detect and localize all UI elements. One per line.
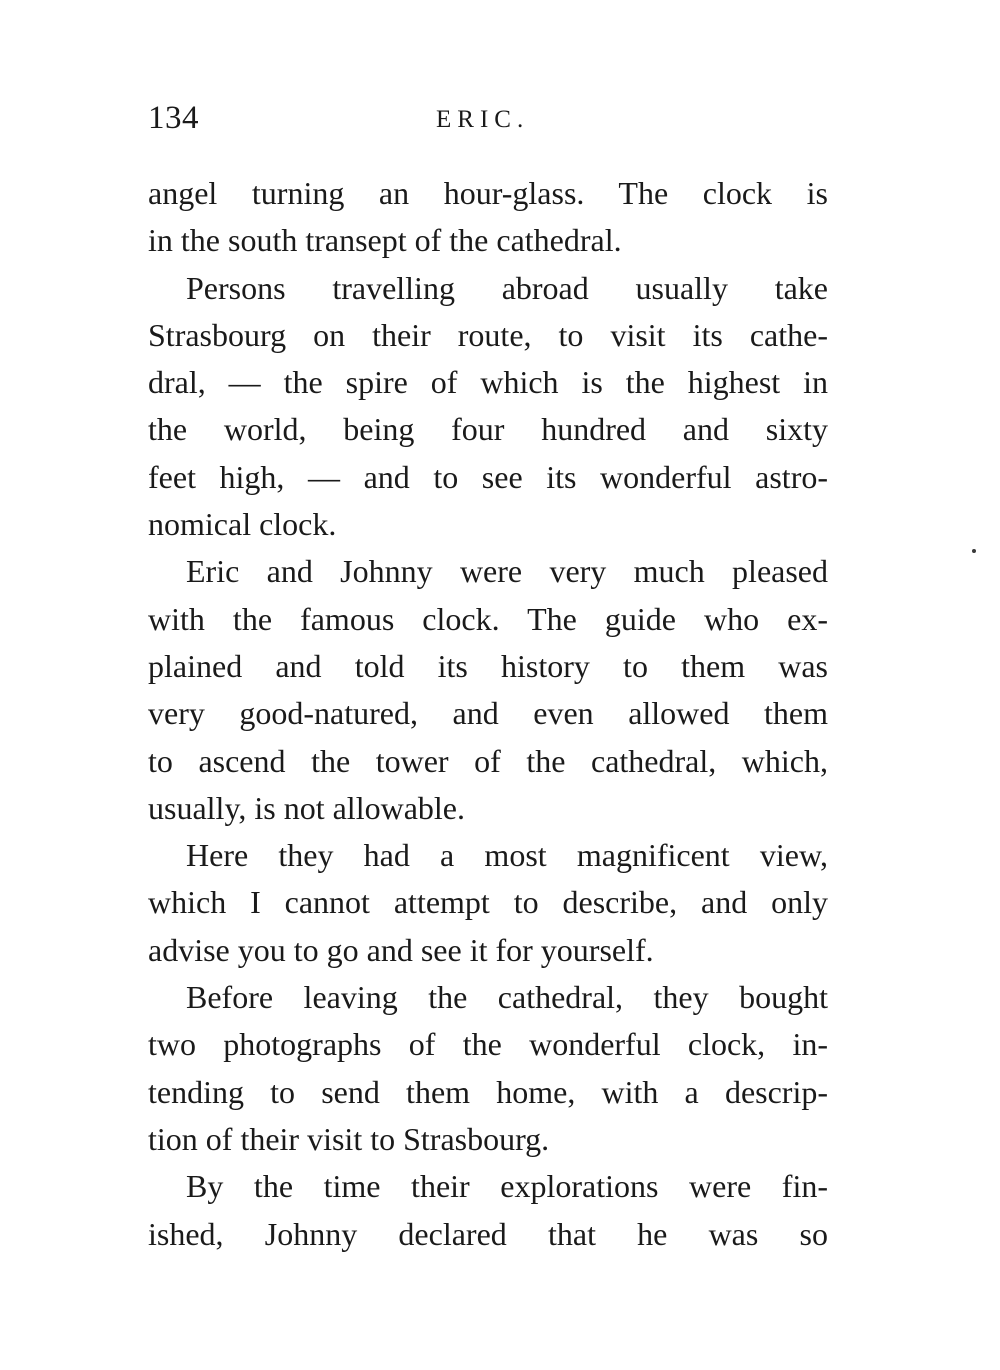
text-line: Persons travelling abroad usually take (186, 269, 828, 306)
text-line: the world, being four hundred and sixty (148, 411, 828, 448)
paragraph-1 (148, 170, 828, 265)
text-line: By the time their explorations were fin- (186, 1168, 828, 1205)
paragraph-6 (148, 1163, 828, 1258)
text-line: with the famous clock. The guide who ex- (148, 600, 828, 637)
running-head (148, 96, 828, 140)
paragraph-2 (148, 265, 828, 549)
text-line: very good-natured, and even allowed them (148, 695, 828, 732)
text-line: in the south transept of the cathedral. (148, 222, 622, 259)
text-line: Strasbourg on their route, to visit its cathe- (148, 316, 828, 353)
text-line: two photographs of the wonderful clock, in- (148, 1026, 828, 1063)
paragraph-4 (148, 832, 828, 974)
text-line: advise you to go and see it for yourself. (148, 931, 654, 968)
text-line: dral, — the spire of which is the highest in (148, 364, 828, 401)
text-line: angel turning an hour-glass. The clock is (148, 175, 828, 211)
text-line: tion of their visit to Strasbourg. (148, 1120, 550, 1157)
text-line: which I cannot attempt to describe, and only (148, 884, 828, 921)
stray-ink-dot (972, 549, 976, 553)
body-text (148, 170, 828, 1258)
text-line: plained and told its history to them was (148, 647, 828, 684)
text-line: ished, Johnny declared that he was so (148, 1215, 828, 1252)
text-line: Here they had a most magnificent view, (186, 837, 828, 874)
text-line: feet high, — and to see its wonderful astro- (148, 458, 828, 495)
paragraph-3 (148, 548, 828, 832)
text-line: Before leaving the cathedral, they bought (186, 979, 828, 1016)
text-line: nomical clock. (148, 506, 337, 543)
text-line: tending to send them home, with a descrip- (148, 1073, 828, 1110)
text-line: to ascend the tower of the cathedral, which, (148, 742, 828, 779)
text-line: Eric and Johnny were very much pleased (186, 553, 828, 590)
running-title: ERIC. (436, 106, 530, 133)
text-line: usually, is not allowable. (148, 789, 465, 826)
paragraph-5 (148, 974, 828, 1163)
page-number: 134 (148, 100, 199, 136)
